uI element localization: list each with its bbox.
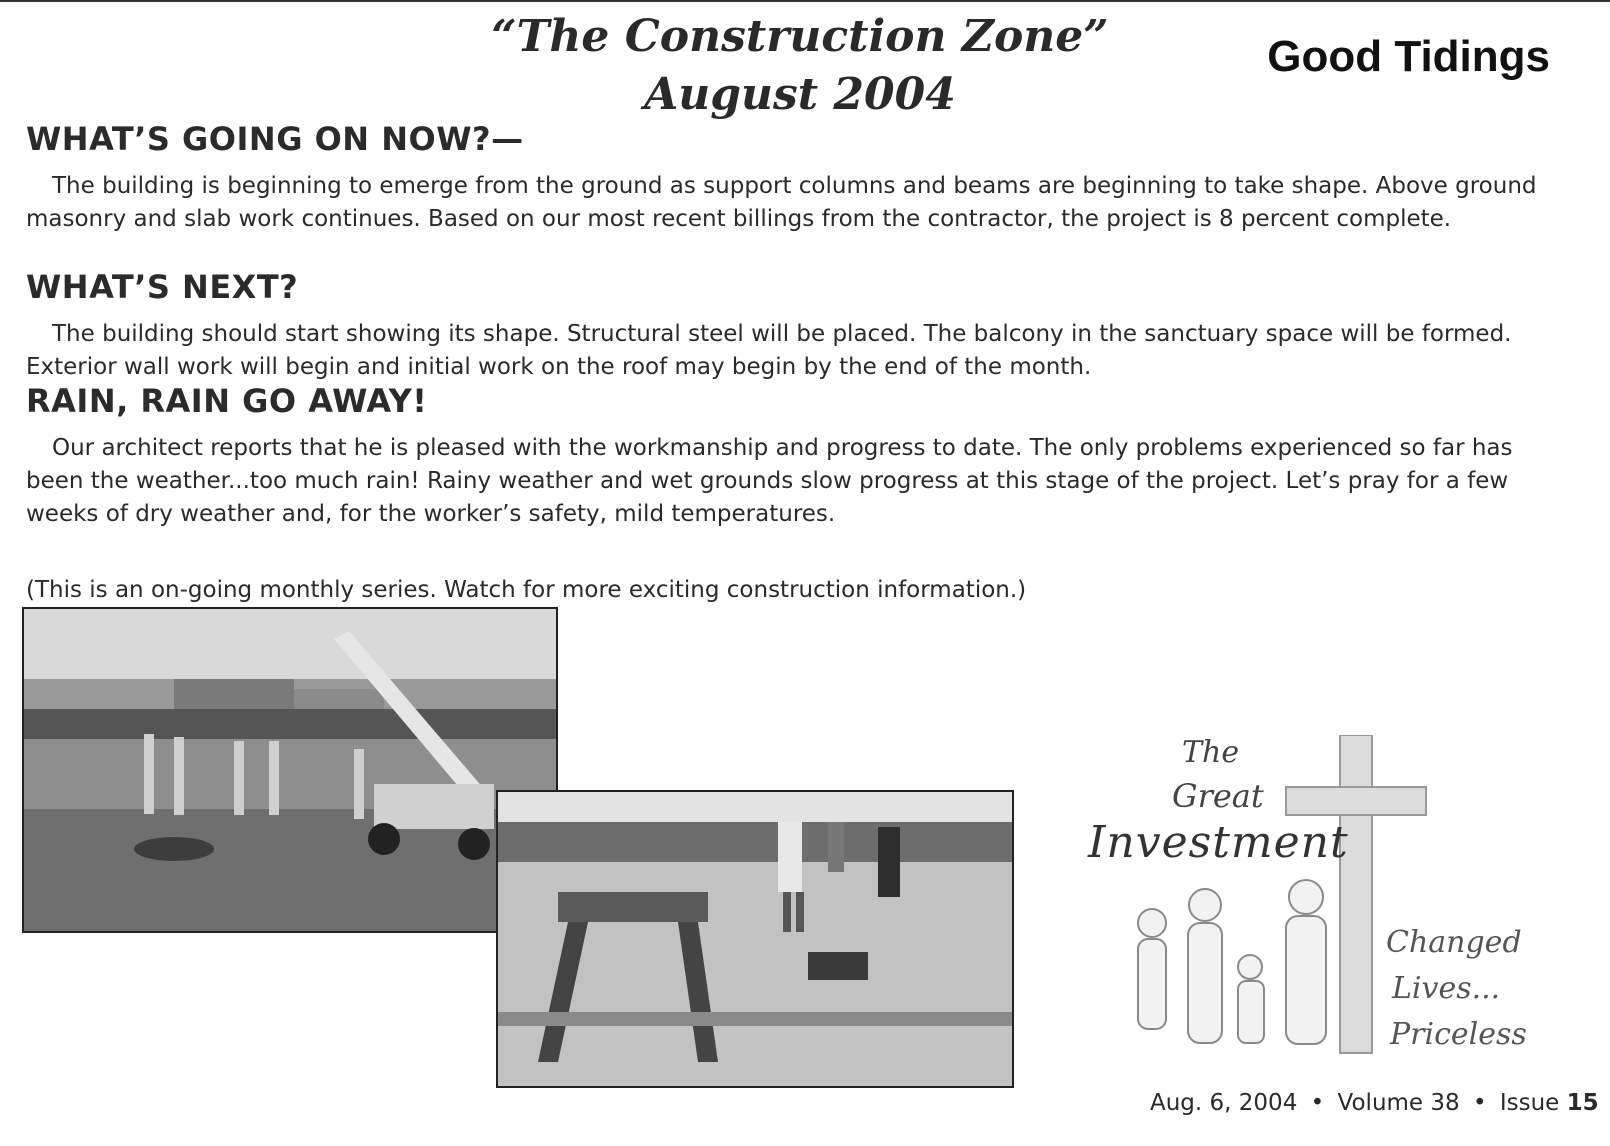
issue-date: Aug. 6, 2004 [1150, 1090, 1298, 1116]
issue-volume: Volume 38 [1337, 1090, 1460, 1116]
logo-tag-changed: Changed [1386, 925, 1522, 960]
title-line-2: August 2004 [644, 69, 956, 120]
issue-footer [1150, 1090, 1599, 1116]
crane-site-photo [22, 607, 558, 933]
top-rule [0, 0, 1610, 2]
issue-number: 15 [1566, 1090, 1599, 1116]
logo-tag-priceless: Priceless [1390, 1017, 1527, 1052]
section-heading-rain: RAIN, RAIN GO AWAY! [26, 382, 428, 420]
section-body-rain: Our architect reports that he is pleased with the workmanship and progress to date. The only problems experienced so far has been the weather...too much rain! Rainy weather and wet grounds slow progress at this stage of the project. Let’s pray for a few weeks of dry weather and, for the worker’s safety, mild temperatures. [26, 435, 1513, 527]
series-note: (This is an on-going monthly series. Watch for more exciting construction information.) [26, 577, 1027, 603]
article-title [440, 8, 1160, 124]
bullet-separator: • [1472, 1090, 1487, 1116]
section-body-next: The building should start showing its shape. Structural steel will be placed. The balcony in the sanctuary space will be formed. Exterior wall work will begin and initial work on the roof may begin by the end of the month. [26, 321, 1512, 380]
logo-word-investment: Investment [1088, 817, 1349, 868]
bullet-separator: • [1310, 1090, 1325, 1116]
section-heading-next: WHAT’S NEXT? [26, 268, 299, 306]
logo-word-great: Great [1172, 777, 1264, 815]
newsletter-masthead: Good Tidings [1267, 32, 1550, 81]
logo-word-the: The [1182, 735, 1240, 770]
workers-slab-photo [496, 790, 1014, 1088]
section-heading-now: WHAT’S GOING ON NOW?— [26, 120, 524, 158]
logo-tag-lives: Lives... [1392, 971, 1501, 1006]
title-line-1: “The Construction Zone” [491, 11, 1109, 62]
issue-label: Issue [1499, 1090, 1560, 1116]
great-investment-logo [1088, 735, 1580, 1085]
section-body-now: The building is beginning to emerge from the ground as support columns and beams are beginning to take shape. Above ground masonry and slab work continues. Based on our most recent billings from the contractor, the project is 8 percent complete. [26, 173, 1537, 232]
